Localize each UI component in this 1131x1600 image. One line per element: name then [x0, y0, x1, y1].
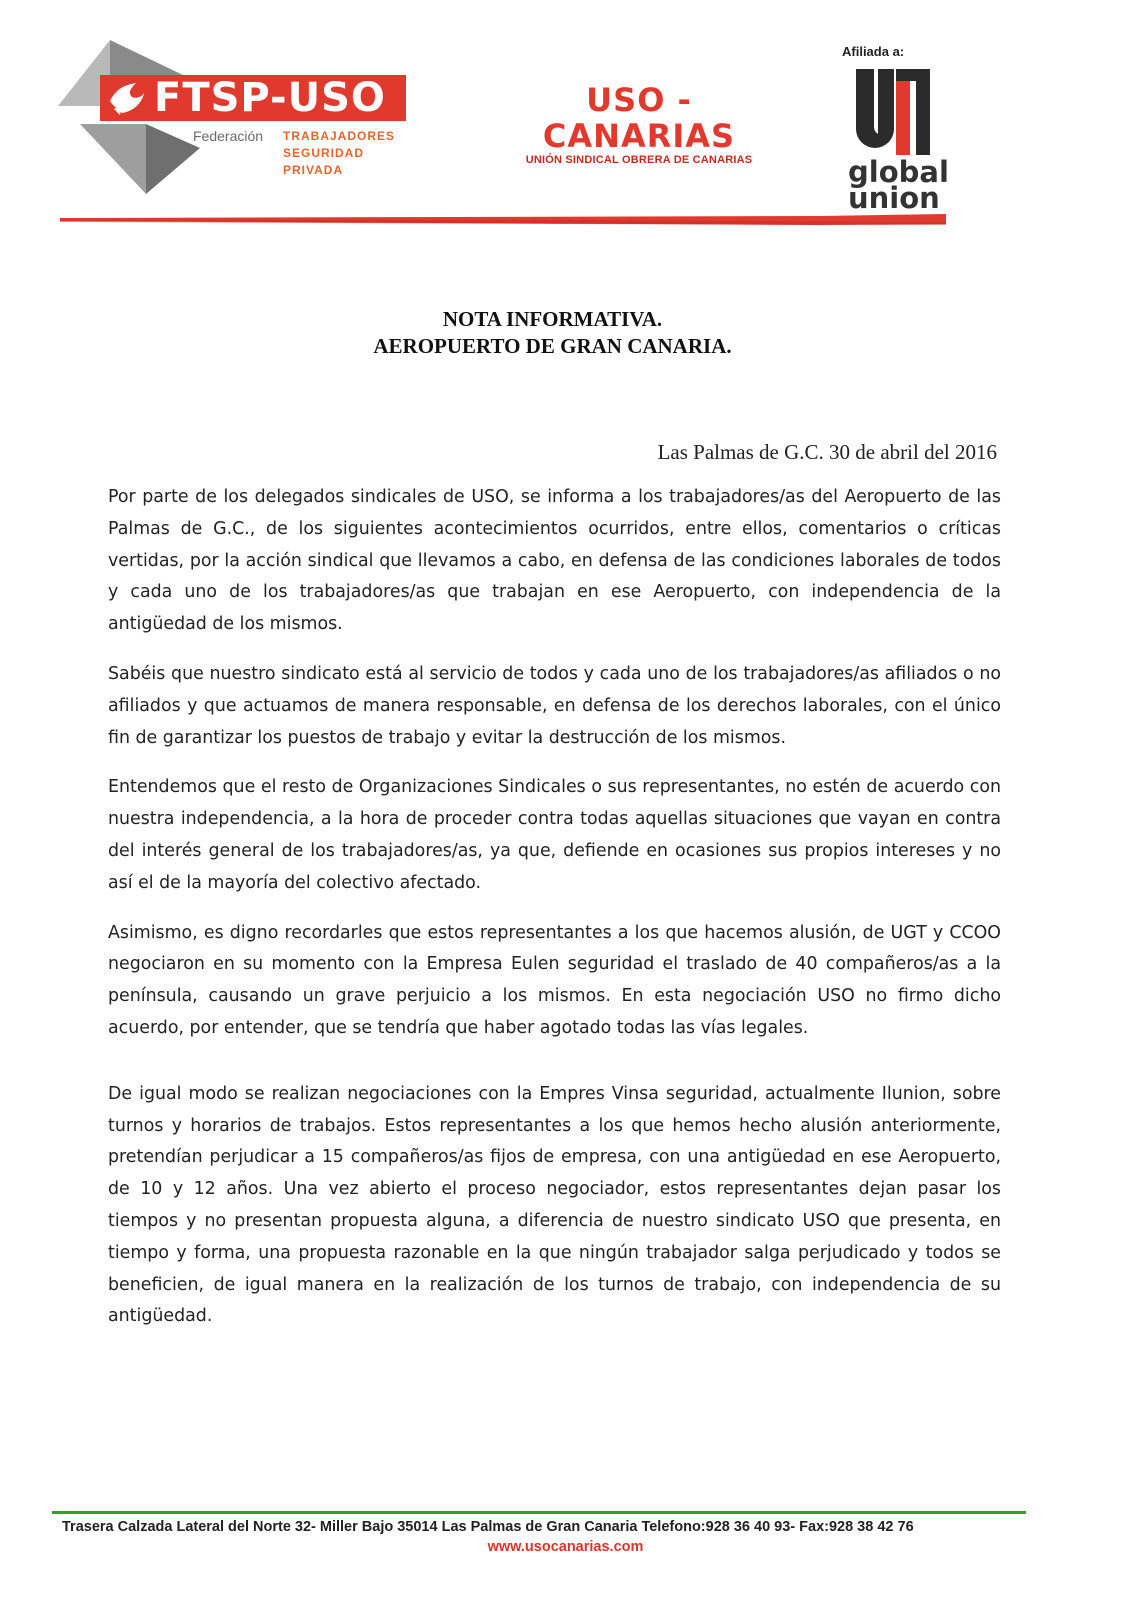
uso-canarias-logo [494, 82, 784, 166]
federacion-line: TRABAJADORES [283, 129, 396, 143]
uni-mark-graphic [854, 65, 932, 157]
uni-global-union-logo [842, 44, 949, 215]
dove-icon [106, 79, 146, 117]
letterhead-red-rule [60, 212, 946, 230]
uni-global-text [848, 155, 949, 215]
title-line-1: NOTA INFORMATIVA. [442, 307, 663, 331]
uni-letters-mark [854, 65, 932, 157]
document-body [108, 482, 1001, 1351]
body-paragraph: Por parte de los delegados sindicales de USO, se informa a los trabajadores/as del Aeropuerto de las Palmas de G.C., de los siguientes acontecimientos ocurridos, entre ellos, comentarios o críticas vertidas, por la acción sindical que llevamos a cabo, en defensa de las condiciones laborales de todos y cada uno de los trabajadores/as que trabajan en ese Aeropuerto, con independencia de la antigüedad de los mismos. [108, 487, 1001, 635]
federacion-line: SEGURIDAD [283, 146, 365, 160]
footer-green-rule [52, 1511, 1026, 1514]
body-paragraph: Sabéis que nuestro sindicato está al servicio de todos y cada uno de los trabajadores/as afiliados o no afiliados y que actuamos de manera responsable, en defensa de los derechos laborales, con el único fin de garantizar los puestos de trabajo y evitar la destrucción de los mismos. [108, 663, 1001, 748]
footer-address: Trasera Calzada Lateral del Norte 32- Miller Bajo 35014 Las Palmas de Gran Canaria Telefono:928 36 40 93- Fax:928 38 42 76 [62, 1519, 914, 1535]
document-date: Las Palmas de G.C. 30 de abril del 2016 [657, 440, 997, 464]
body-paragraph: De igual modo se realizan negociaciones con la Empres Vinsa seguridad, actualmente Ilunion, sobre turnos y horarios de trabajos. Estos representantes a los que hemos hecho alusión anteriormente, pretendían perjudicar a 15 compañeros/as fijos de empresa, con una antigüedad en ese Aeropuerto, de 10 y 12 años. Una vez abierto el proceso negociador, estos representantes dejan pasar los tiempos y no presentan propuesta alguna, a diferencia de nuestro sindicato USO que presenta, en tiempo y forma, una propuesta razonable en la que ningún trabajador salga perjudicado y todos se beneficien, de igual manera en la realización de los turnos de trabajo, con independencia de su antigüedad. [108, 1083, 1001, 1327]
ftsp-uso-banner [100, 75, 406, 121]
federacion-lines [283, 128, 395, 179]
federacion-label: Federación [193, 128, 264, 144]
affiliation-label: Afiliada a: [842, 44, 905, 59]
body-paragraph: Asimismo, es digno recordarles que estos representantes a los que hacemos alusión, de UGT y CCOO negociaron en su momento con la Empresa Eulen seguridad el traslado de 40 compañeros/as a la península, causando un grave perjuicio a los mismos. En esta negociación USO no firmo dicho acuerdo, por entender, que se tendría que haber agotado todas las vías legales. [108, 922, 1001, 1038]
body-paragraph: Entendemos que el resto de Organizaciones Sindicales o sus representantes, no estén de acuerdo con nuestra independencia, a la hora de proceder contra todas aquellas situaciones que vayan en contra del interés general de los trabajadores/as, ya que, defiende en ocasiones sus propios intereses y no así el de la mayoría del colectivo afectado. [108, 777, 1001, 893]
federacion-line: PRIVADA [283, 163, 344, 177]
uso-canarias-title: USO - CANARIAS [542, 81, 736, 155]
document-title [0, 306, 1105, 360]
uni-line-union: union [848, 181, 940, 215]
letterhead [0, 0, 1131, 240]
title-line-2: AEROPUERTO DE GRAN CANARIA. [373, 334, 732, 358]
footer-website-link[interactable]: www.usocanarias.com [487, 1539, 644, 1555]
uso-canarias-subtitle: UNIÓN SINDICAL OBRERA DE CANARIAS [525, 154, 753, 166]
uni-line-global: global [848, 155, 949, 189]
ftsp-uso-name: FTSP-USO [154, 75, 386, 121]
